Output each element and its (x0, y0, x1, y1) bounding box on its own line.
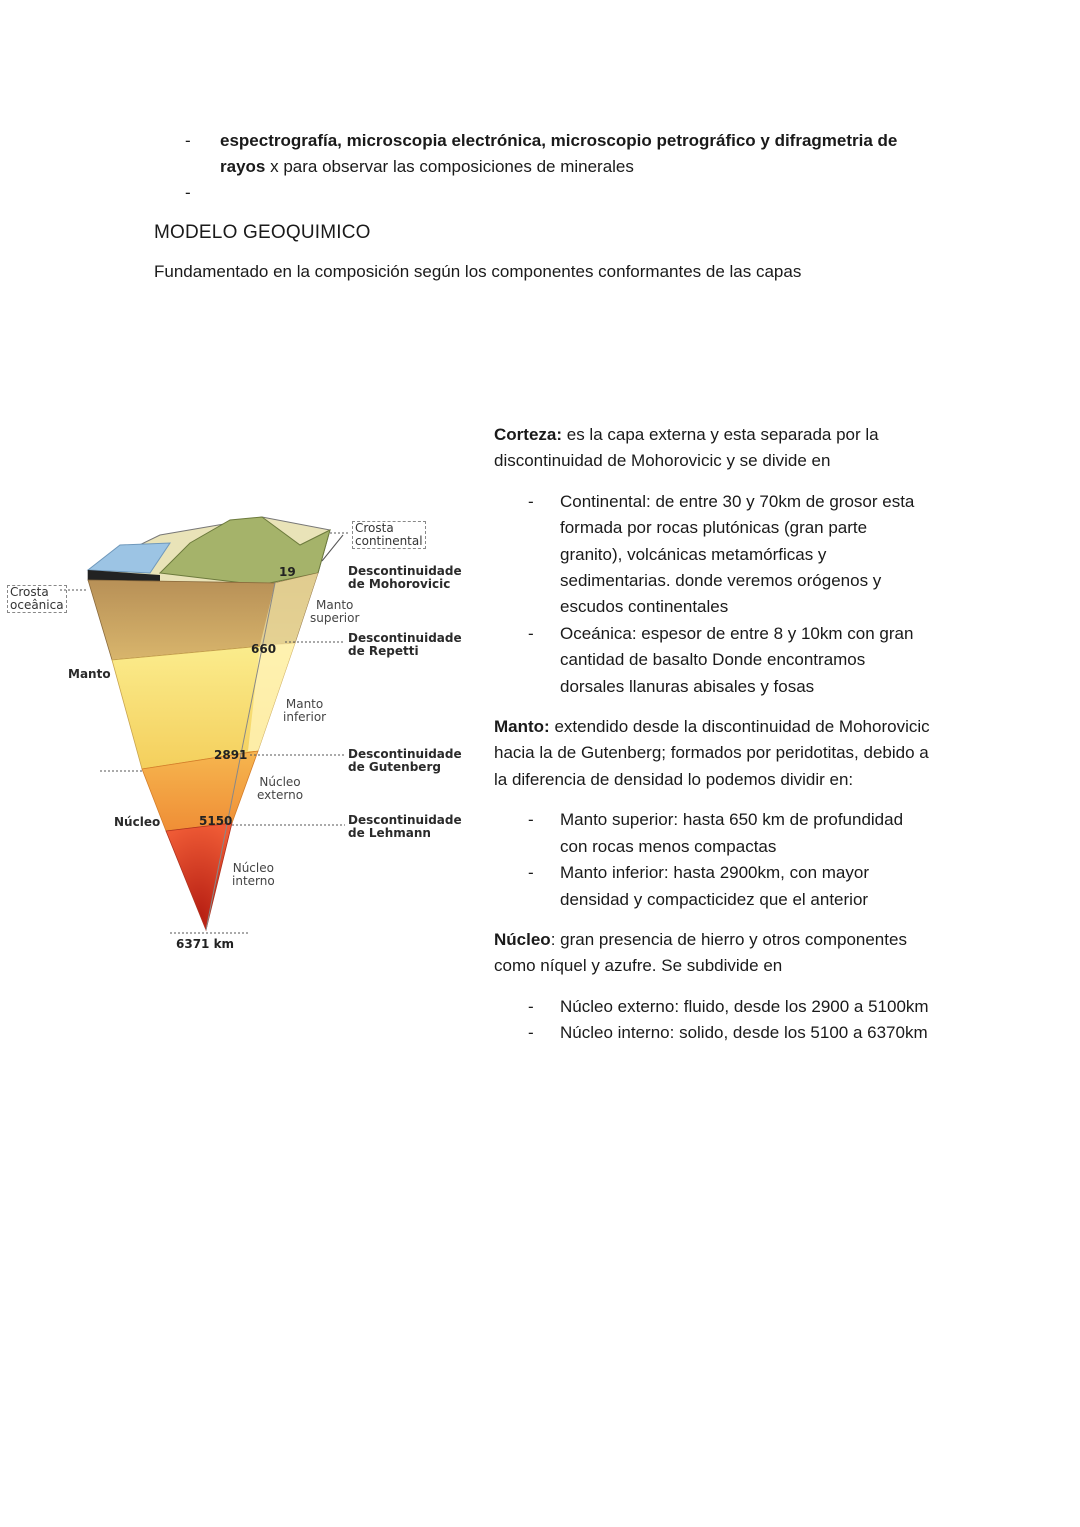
label-nucleo: Núcleo (114, 815, 161, 829)
list-item (185, 180, 945, 206)
list-item: - Oceánica: espesor de entre 8 y 10km con gran cantidad de basalto Donde encontramos dorsales llanuras abisales y fosas (528, 623, 914, 696)
manto-superior: Manto superior: hasta 650 km de profundidad con rocas menos compactas (560, 810, 904, 856)
depth-5150: 5150 (199, 814, 233, 828)
section-heading: MODELO GEOQUIMICO (154, 222, 371, 243)
label-crosta-continental: Crosta continental (352, 521, 426, 549)
depth-6371: 6371 km (176, 937, 235, 951)
nucleo-externo: Núcleo externo: fluido, desde los 2900 a 5100km (560, 996, 929, 1016)
nucleo-paragraph: Núcleo: gran presencia de hierro y otros componentes como níquel y azufre. Se subdivide en (494, 929, 907, 976)
list-item: - Manto inferior: hasta 2900km, con mayor densidad y compacticidez que el anterior (528, 863, 869, 909)
label-nucleo-interno: Núcleo interno (232, 861, 275, 888)
list-item: - Núcleo externo: fluido, desde los 2900 a 5100km (528, 996, 929, 1016)
list-item: - Núcleo interno: solido, desde los 5100 a 6370km (528, 1023, 928, 1043)
label-manto: Manto (68, 667, 111, 681)
label-mohorovicic: Descontinuidade de Mohorovicic (348, 564, 462, 591)
top-bullet-list (185, 128, 945, 206)
depth-19: 19 (279, 565, 296, 579)
depth-2891: 2891 (214, 748, 248, 762)
label-manto-inferior: Manto inferior (283, 697, 327, 724)
bullet-dash: - (185, 131, 191, 150)
nucleo-interno: Núcleo interno: solido, desde los 5100 a 6370km (560, 1023, 928, 1043)
inner-core-layer (166, 823, 232, 930)
list-item: - Manto superior: hasta 650 km de profundidad con rocas menos compactas (528, 810, 904, 856)
corteza-paragraph: Corteza: es la capa externa y esta separada por la discontinuidad de Mohorovicic y se divide en (494, 425, 879, 471)
intro-paragraph: Fundamentado en la composición según los componentes conformantes de las capas (154, 262, 802, 281)
label-gutenberg: Descontinuidade de Gutenberg (348, 747, 462, 774)
item-bold-text: rayos (220, 157, 266, 176)
label-repetti: Descontinuidade de Repetti (348, 631, 462, 658)
list-item: - Continental: de entre 30 y 70km de grosor esta formada por rocas plutónicas (gran parte granito), volcánicas metamórficas y sedimentarias. donde veremos orógenos y escudos continentales (528, 491, 915, 617)
item-bold-text: espectrografía, microscopia electrónica, microscopio petrográfico y difragmetria de (220, 131, 898, 150)
manto-paragraph: Manto: extendido desde la discontinuidad de Mohorovicic hacia la de Gutenberg; formados por peridotitas, debido a la diferencia de densidad lo podemos dividir en: (494, 717, 930, 789)
label-crosta-oceanica: Crosta oceânica (7, 585, 67, 613)
earth-layers-diagram (0, 505, 480, 965)
label-lehmann: Descontinuidade de Lehmann (348, 813, 462, 840)
layer-descriptions (494, 422, 934, 1047)
item-text: x para observar las composiciones de minerales (270, 157, 634, 176)
depth-660: 660 (251, 642, 277, 656)
corteza-oceanica: Oceánica: espesor de entre 8 y 10km con gran cantidad de basalto Donde encontramos dorsales llanuras abisales y fosas (560, 623, 914, 696)
manto-inferior: Manto inferior: hasta 2900km, con mayor densidad y compacticidez que el anterior (560, 863, 869, 909)
list-item (185, 128, 945, 180)
bullet-dash: - (185, 183, 191, 202)
label-manto-superior: Manto superior (310, 598, 360, 625)
corteza-continental: Continental: de entre 30 y 70km de grosor esta formada por rocas plutónicas (gran parte granito), volcánicas metamórficas y sedimentarias. donde veremos orógenos y escudos continentales (560, 491, 915, 617)
label-nucleo-externo: Núcleo externo (257, 775, 304, 802)
